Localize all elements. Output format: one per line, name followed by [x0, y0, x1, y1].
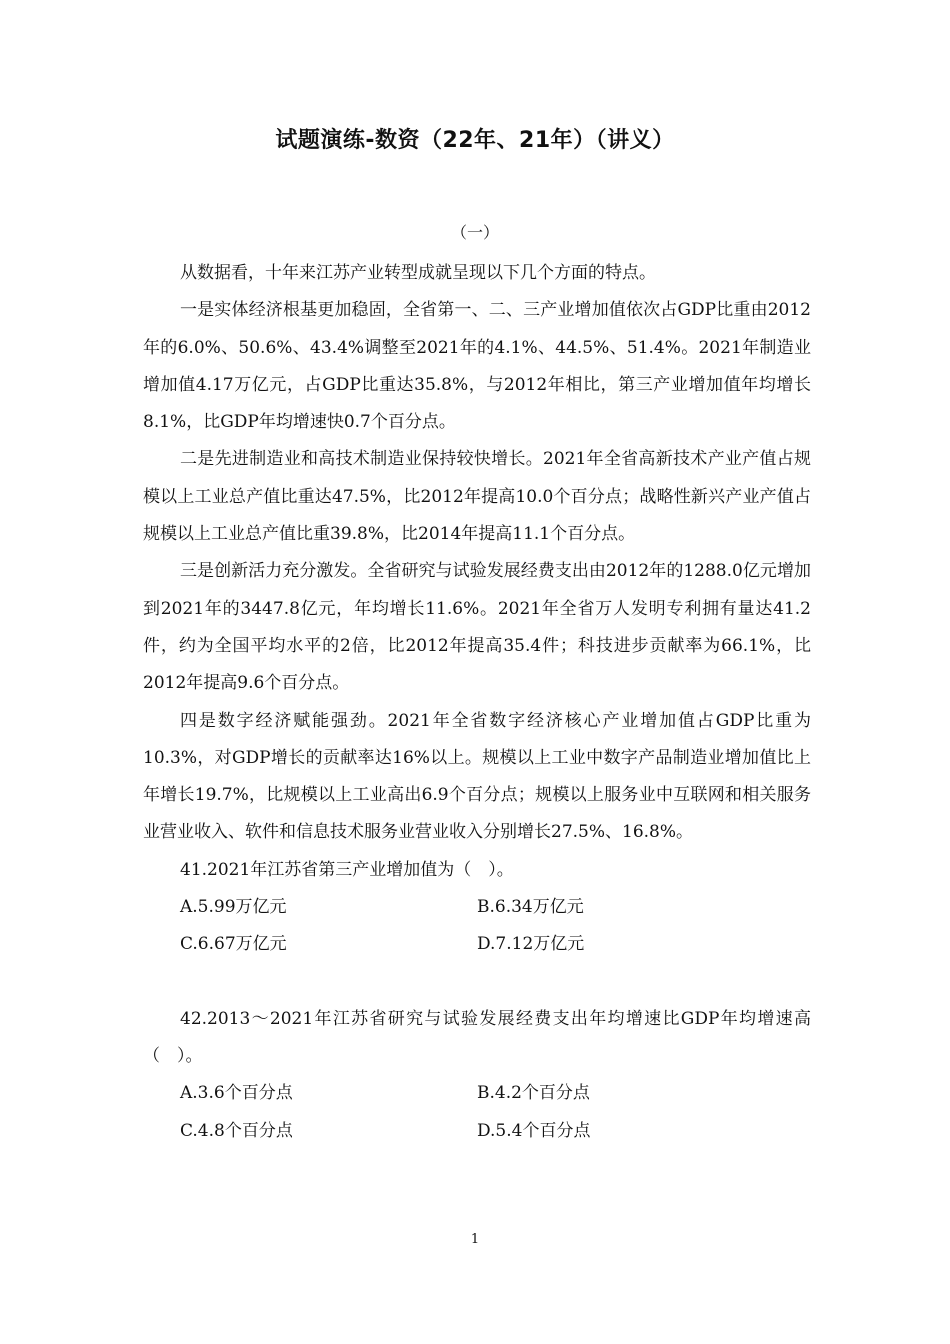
question-42	[143, 1001, 811, 1150]
document-body	[143, 255, 811, 1150]
option-row	[143, 889, 811, 926]
option-row	[143, 1075, 811, 1112]
paragraph-point-4: 四是数字经济赋能强劲。2021年全省数字经济核心产业增加值占GDP比重为10.3%，对GDP增长的贡献率达16%以上。规模以上工业中数字产品制造业增加值比上年增长19.7%，比规模以上工业高出6.9个百分点；规模以上服务业中互联网和相关服务业营业收入、软件和信息技术服务业营业收入分别增长27.5%、16.8%。	[143, 710, 811, 843]
option-row	[143, 926, 811, 963]
option-d: D.5.4个百分点	[477, 1120, 591, 1141]
option-row	[143, 1113, 811, 1150]
page-number: 1	[470, 1232, 480, 1247]
question-41	[143, 852, 811, 964]
option-a: A.5.99万亿元	[180, 897, 287, 918]
document-title: 试题演练-数资（22年、21年）（讲义）	[275, 128, 675, 153]
option-c: C.4.8个百分点	[180, 1120, 293, 1141]
paragraph-point-3: 三是创新活力充分激发。全省研究与试验发展经费支出由2012年的1288.0亿元增加到2021年的3447.8亿元，年均增长11.6%。2021年全省万人发明专利拥有量达41.2件，约为全国平均水平的2倍，比2012年提高35.4件；科技进步贡献率为66.1%，比2012年提高9.6个百分点。	[143, 561, 811, 694]
question-stem: 41.2021年江苏省第三产业增加值为（ ）。	[180, 859, 514, 880]
section-label: （一）	[450, 223, 499, 242]
option-b: B.6.34万亿元	[477, 897, 584, 918]
option-a: A.3.6个百分点	[180, 1083, 293, 1104]
option-b: B.4.2个百分点	[477, 1083, 590, 1104]
option-d: D.7.12万亿元	[477, 934, 585, 955]
paragraph-intro: 从数据看，十年来江苏产业转型成就呈现以下几个方面的特点。	[180, 263, 656, 283]
question-stem: 42.2013～2021年江苏省研究与试验发展经费支出年均增速比GDP年均增速高（ ）。	[143, 1008, 811, 1066]
paragraph-point-2: 二是先进制造业和高技术制造业保持较快增长。2021年全省高新技术产业产值占规模以上工业总产值比重达47.5%，比2012年提高10.0个百分点；战略性新兴产业产值占规模以上工业总产值比重39.8%，比2014年提高11.1个百分点。	[143, 449, 811, 545]
spacer	[143, 964, 811, 1001]
option-c: C.6.67万亿元	[180, 934, 287, 955]
paragraph-point-1: 一是实体经济根基更加稳固，全省第一、二、三产业增加值依次占GDP比重由2012年的6.0%、50.6%、43.4%调整至2021年的4.1%、44.5%、51.4%。2021年制造业增加值4.17万亿元，占GDP比重达35.8%，与2012年相比，第三产业增加值年均增长8.1%，比GDP年均增速快0.7个百分点。	[143, 300, 811, 433]
